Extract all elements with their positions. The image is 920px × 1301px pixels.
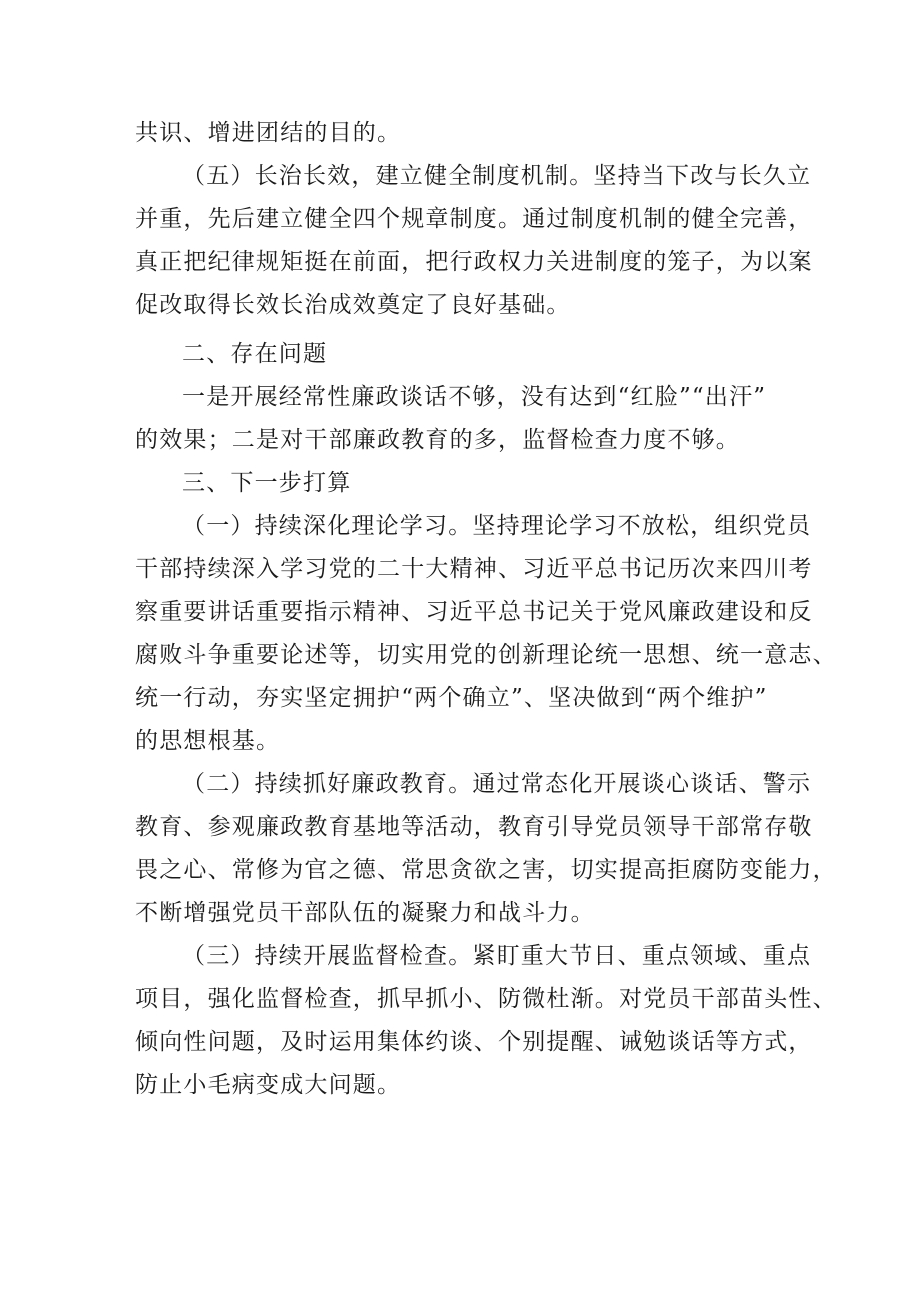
paragraph-line: （五）长治长效，建立健全制度机制。坚持当下改与长久立 [182, 163, 812, 189]
paragraph-line: 防止小毛病变成大问题。 [135, 1072, 402, 1098]
paragraph-line: 畏之心、常修为官之德、常思贪欲之害，切实提高拒腐防变能力， [135, 857, 837, 883]
paragraph-line: 统一行动，夯实坚定拥护“两个确立”、坚决做到“两个维护” [135, 685, 768, 711]
paragraph-line: 共识、增进团结的目的。 [135, 120, 402, 146]
paragraph-line: 真正把纪律规矩挺在前面，把行政权力关进制度的笼子，为以案 [135, 249, 813, 275]
paragraph-line: 察重要讲话重要指示精神、习近平总书记关于党风廉政建设和反 [135, 599, 813, 625]
paragraph-line: 腐败斗争重要论述等，切实用党的创新理论统一思想、统一意志、 [135, 642, 837, 668]
paragraph-line: 教育、参观廉政教育基地等活动，教育引导党员领导干部常存敬 [135, 814, 813, 840]
paragraph-line: （三）持续开展监督检查。紧盯重大节日、重点领域、重点 [182, 943, 812, 969]
paragraph-line: 一是开展经常性廉政谈话不够，没有达到“红脸”“出汗” [182, 384, 767, 410]
section-heading: 三、下一步打算 [182, 470, 352, 496]
paragraph-line: （二）持续抓好廉政教育。通过常态化开展谈心谈话、警示 [182, 771, 812, 797]
paragraph-line: 的思想根基。 [135, 728, 281, 754]
paragraph-line: （一）持续深化理论学习。坚持理论学习不放松，组织党员 [182, 513, 812, 539]
paragraph-line: 倾向性问题，及时运用集体约谈、个别提醒、诫勉谈话等方式， [135, 1029, 813, 1055]
paragraph-line: 并重，先后建立健全四个规章制度。通过制度机制的健全完善， [135, 206, 813, 232]
paragraph-line: 项目，强化监督检查，抓早抓小、防微杜渐。对党员干部苗头性、 [135, 986, 837, 1012]
paragraph-line: 的效果；二是对干部廉政教育的多，监督检查力度不够。 [135, 427, 740, 453]
paragraph-line: 不断增强党员干部队伍的凝聚力和战斗力。 [135, 900, 595, 926]
section-heading: 二、存在问题 [182, 341, 328, 367]
paragraph-line: 干部持续深入学习党的二十大精神、习近平总书记历次来四川考 [135, 556, 813, 582]
paragraph-line: 促改取得长效长治成效奠定了良好基础。 [135, 292, 571, 318]
